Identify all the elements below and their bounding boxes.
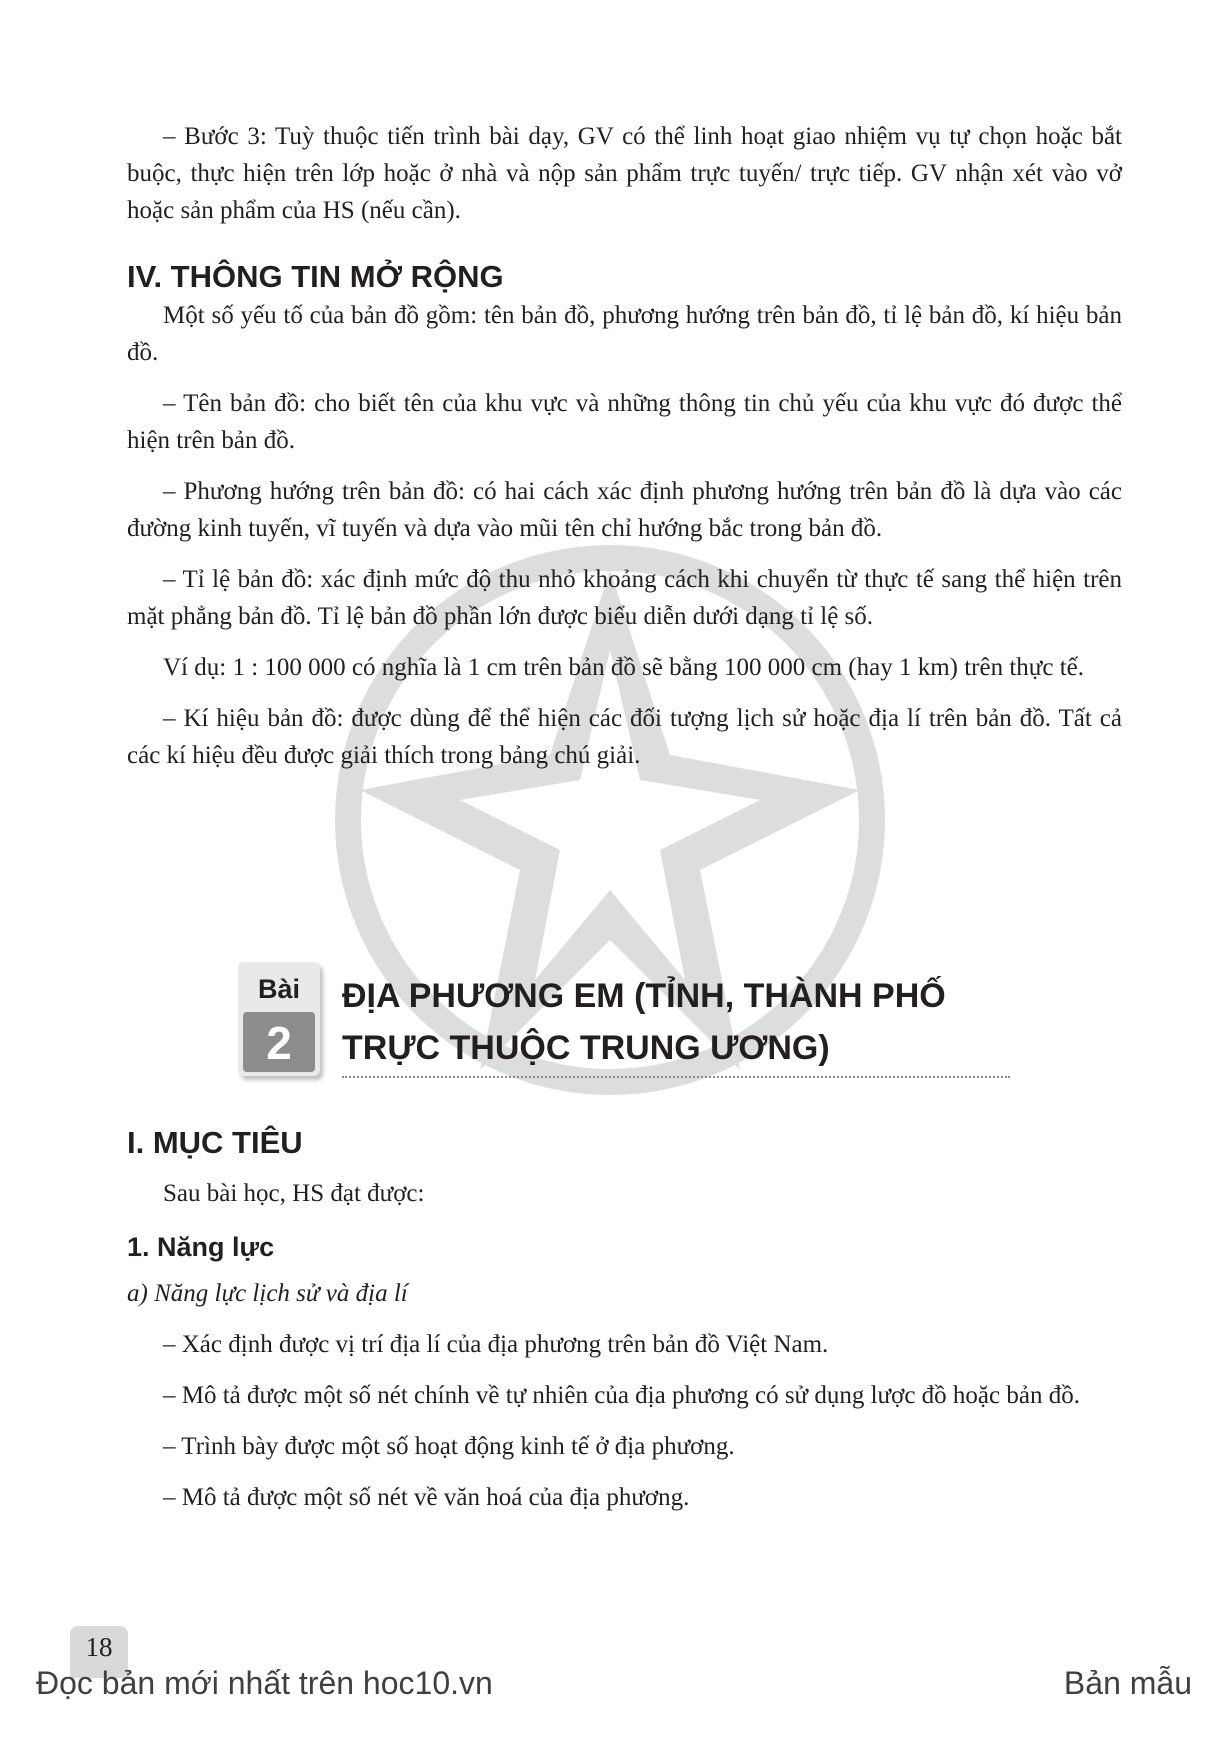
objective-item: – Mô tả được một số nét về văn hoá của địa phương. bbox=[163, 1484, 690, 1511]
step3-paragraph: – Bước 3: Tuỳ thuộc tiến trình bài dạy, GV có thể linh hoạt giao nhiệm vụ tự chọn hoặc bắt buộc, thực hiện trên lớp hoặc ở nhà và nộp sản phẩm trực tuyến/ trực tiếp. GV nhận xét vào vở hoặc sản phẩm của HS (nếu cần). bbox=[127, 123, 1122, 224]
lesson-title bbox=[342, 970, 946, 1074]
lesson-title-line1: ĐỊA PHƯƠNG EM (TỈNH, THÀNH PHỐ bbox=[342, 977, 946, 1015]
lesson-badge-number: 2 bbox=[266, 1017, 292, 1069]
section-heading-extended-info: IV. THÔNG TIN MỞ RỘNG bbox=[127, 259, 504, 294]
objectives-intro: Sau bài học, HS đạt được: bbox=[163, 1180, 425, 1207]
lesson-badge-word: Bài bbox=[257, 974, 301, 1004]
competence-subheading-a: a) Năng lực lịch sử và địa lí bbox=[127, 1280, 408, 1307]
lesson-title-line2: TRỰC THUỘC TRUNG ƯƠNG) bbox=[342, 1029, 830, 1067]
map-direction-paragraph: – Phương hướng trên bản đồ: có hai cách xác định phương hướng trên bản đồ là dựa vào các đường kinh tuyến, vĩ tuyến và dựa vào mũi tên chỉ hướng bắc trong bản đồ. bbox=[127, 478, 1122, 542]
map-scale-example: Ví dụ: 1 : 100 000 có nghĩa là 1 cm trên bản đồ sẽ bằng 100 000 cm (hay 1 km) trên thực tế. bbox=[163, 654, 1084, 681]
objective-item: – Xác định được vị trí địa lí của địa phương trên bản đồ Việt Nam. bbox=[163, 1331, 829, 1358]
objective-item: – Mô tả được một số nét chính về tự nhiên của địa phương có sử dụng lược đồ hoặc bản đồ. bbox=[163, 1382, 1080, 1409]
lesson-header bbox=[238, 962, 1010, 1082]
competence-heading: 1. Năng lực bbox=[127, 1232, 275, 1262]
objective-item: – Trình bày được một số hoạt động kinh tế ở địa phương. bbox=[163, 1433, 735, 1460]
page-content bbox=[127, 118, 1122, 788]
map-elements-intro: Một số yếu tố của bản đồ gồm: tên bản đồ, phương hướng trên bản đồ, tỉ lệ bản đồ, kí hiệu bản đồ. bbox=[127, 302, 1122, 366]
lesson-dotted-rule bbox=[342, 1076, 1010, 1078]
lesson-badge bbox=[238, 962, 320, 1076]
map-scale-paragraph: – Tỉ lệ bản đồ: xác định mức độ thu nhỏ khoảng cách khi chuyển từ thực tế sang thể hiện trên mặt phẳng bản đồ. Tỉ lệ bản đồ phần lớn được biểu diễn dưới dạng tỉ lệ số. bbox=[127, 566, 1122, 630]
footer-sample-label: Bản mẫu bbox=[1063, 1665, 1192, 1701]
objectives-heading: I. MỤC TIÊU bbox=[127, 1125, 303, 1160]
map-symbols-paragraph: – Kí hiệu bản đồ: được dùng để thể hiện các đối tượng lịch sử hoặc địa lí trên bản đồ. Tất cả các kí hiệu đều được giải thích trong bảng chú giải. bbox=[127, 705, 1122, 769]
map-name-paragraph: – Tên bản đồ: cho biết tên của khu vực và những thông tin chủ yếu của khu vực đó được thể hiện trên bản đồ. bbox=[127, 390, 1122, 454]
objectives-content bbox=[127, 1125, 1122, 1530]
page-number: 18 bbox=[85, 1632, 113, 1662]
footer-source-note: Đọc bản mới nhất trên hoc10.vn bbox=[36, 1665, 493, 1701]
